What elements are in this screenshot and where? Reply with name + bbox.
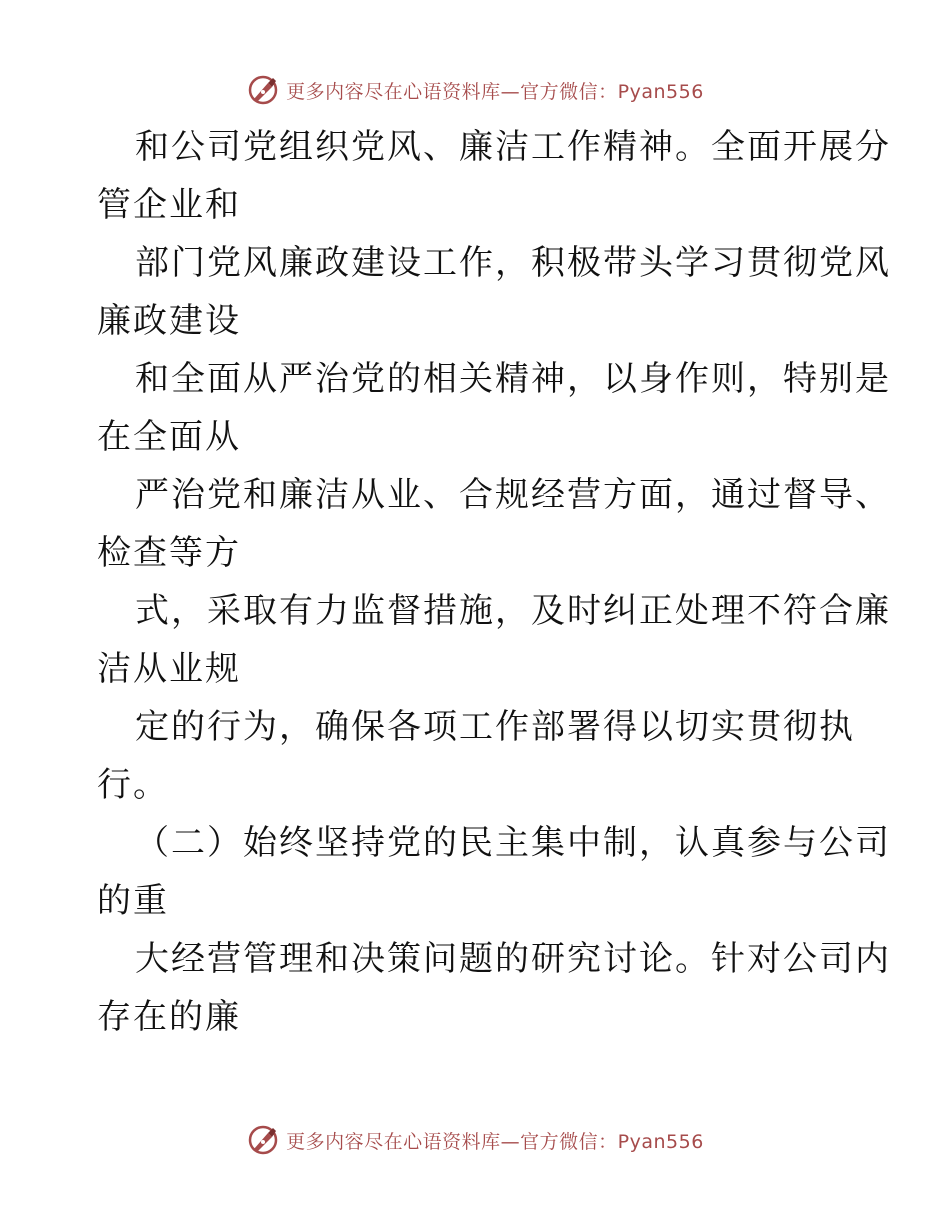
text-line: 洁从业规: [97, 649, 241, 689]
text-line: 管企业和: [97, 185, 241, 225]
text-line: （二）始终坚持党的民主集中制，认真参与公司: [135, 823, 891, 863]
pen-nib-logo-icon: [246, 73, 280, 107]
text-line: 的重: [97, 881, 169, 921]
text-line: 严治党和廉洁从业、合规经营方面，通过督导、: [135, 475, 891, 515]
text-line: 在全面从: [97, 417, 241, 457]
text-line: 部门党风廉政建设工作，积极带头学习贯彻党风: [135, 243, 891, 283]
text-line: 行。: [97, 765, 169, 805]
header-watermark-text: 更多内容尽在心语资料库—官方微信：Pyan556: [286, 80, 704, 103]
text-line: 检查等方: [97, 533, 241, 573]
text-line: 廉政建设: [97, 301, 241, 341]
document-body: [97, 118, 891, 1046]
header-watermark: [0, 70, 950, 110]
text-line: 和全面从严治党的相关精神，以身作则，特别是: [135, 359, 891, 399]
text-line: 存在的廉: [97, 997, 241, 1037]
footer-watermark-text: 更多内容尽在心语资料库—官方微信：Pyan556: [286, 1130, 704, 1153]
pen-nib-logo-icon: [246, 1123, 280, 1157]
text-line: 式，采取有力监督措施，及时纠正处理不符合廉: [135, 591, 891, 631]
text-line: 大经营管理和决策问题的研究讨论。针对公司内: [135, 939, 891, 979]
footer-watermark: [0, 1120, 950, 1160]
text-line: 和公司党组织党风、廉洁工作精神。全面开展分: [135, 127, 891, 167]
text-line: 定的行为，确保各项工作部署得以切实贯彻执: [135, 707, 855, 747]
